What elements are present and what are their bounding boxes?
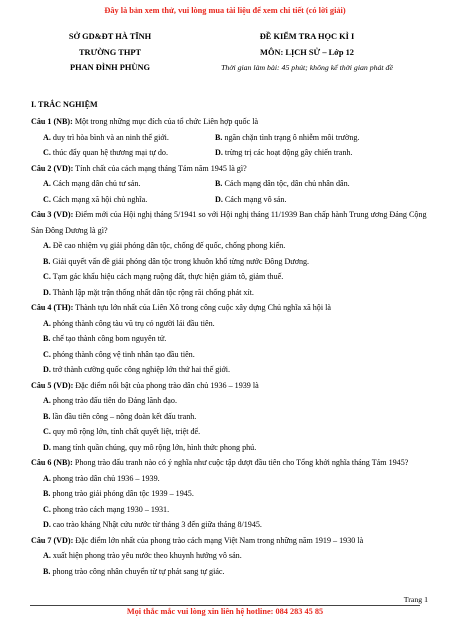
option-text: Cách mạng dân tộc, dân chủ nhân dân. [222,179,350,188]
answer-option [43,427,200,436]
option-letter: B. [43,256,51,266]
option-letter: C. [43,194,51,204]
option-cell [43,176,215,192]
option-row [31,269,431,285]
question-stem [31,533,431,549]
question-label: Câu 3 (VD): [31,210,74,219]
answer-option [43,272,283,281]
option-letter: D. [215,148,223,157]
option-text: Giải quyết vấn đề giải phóng dân tộc trong khuôn khổ từng nước Đông Dương. [50,256,310,266]
option-cell [215,192,287,208]
option-row [31,176,431,192]
option-row [31,440,431,456]
question-text: Tính chất của cách mạng tháng Tám năm 1945 là gì? [73,163,247,173]
option-row [31,316,431,332]
option-text: xuất hiện phong trào yêu nước theo khuynh hướng vô sản. [50,551,242,560]
question-label: Câu 1 (NB): [31,117,73,126]
option-row [31,393,431,409]
option-text: phong trào dân chủ 1936 – 1939. [50,473,160,483]
answer-option [215,133,359,142]
option-letter: B. [43,489,51,498]
option-text: thúc đẩy quan hệ thương mại tự do. [50,148,169,157]
option-row [31,486,431,502]
exam-subject: MÔN: LỊCH SỬ – Lớp 12 [260,47,354,57]
option-cell [43,145,215,161]
option-text: mang tính quần chúng, quy mô rộng lớn, hình thức phong phú. [50,442,257,452]
option-text: trở thành cường quốc công nghiệp lớn thứ hai thế giới. [50,365,231,374]
option-letter: C. [43,504,51,514]
option-letter: D. [43,442,51,452]
hotline-banner: Mọi thắc mắc vui lòng xin liên hệ hotline: 084 283 45 85 [126,607,324,616]
option-cell [215,130,359,146]
option-letter: B. [215,132,223,142]
answer-option [43,443,256,452]
option-text: chế tạo thành công bom nguyên tử. [50,334,167,343]
option-row [31,548,431,564]
option-letter: C. [43,349,51,359]
answer-option [43,334,166,343]
option-text: phong trào cách mạng 1930 – 1931. [50,504,170,514]
answer-option [43,551,242,560]
question-stem [31,114,431,130]
question-text: Điểm mới của Hội nghị tháng 5/1941 so với Hội nghị tháng 11/1939 Ban chấp hành Trung ương Đảng Cộng Sản Đông Dương là gì? [31,210,427,235]
option-row [31,285,431,301]
option-row [31,564,431,580]
option-text: Cách mạng xã hội chủ nghĩa. [50,194,148,204]
exam-time: Thời gian làm bài: 45 phút; không kể thời gian phát đề [221,63,393,72]
school-type: TRƯỜNG THPT [78,47,142,57]
school-name: PHAN ĐÌNH PHÙNG [69,63,151,72]
option-row [31,502,431,518]
answer-option [43,505,169,514]
option-text: ngăn chặn tình trạng ô nhiễm môi trường. [222,132,360,142]
option-letter: A. [43,551,51,560]
section-title: I. TRẮC NGHIỆM [31,100,98,109]
question-label: Câu 5 (VD): [31,380,74,390]
question-label: Câu 4 (TH): [31,303,74,312]
question-stem [31,207,431,238]
answer-option [43,319,215,328]
preview-banner: Đây là bản xem thử, vui lòng mua tài liệu để xem chi tiết (có lời giải) [104,6,346,15]
option-letter: B. [43,566,51,576]
option-letter: C. [43,148,51,157]
answer-option [43,567,225,576]
answer-option [43,195,147,204]
question-text: Đặc điểm lớn nhất của phong trào cách mạng Việt Nam trong những năm 1919 – 1930 là [73,535,364,545]
option-text: Thành lập mặt trận thống nhất dân tộc rộng rãi chống phát xít. [50,287,254,297]
option-row [31,145,431,161]
option-row [31,424,431,440]
answer-option [43,365,230,374]
option-letter: A. [43,132,51,142]
option-text: phóng thành công tàu vũ trụ có người lái đầu tiên. [50,318,215,328]
answer-option [43,148,168,157]
question-label: Câu 2 (VD): [31,163,74,173]
option-letter: C. [43,427,51,436]
exam-info [178,29,436,76]
option-row [31,331,431,347]
option-text: quy mô rộng lớn, tính chất quyết liệt, triệt để. [50,427,201,436]
question-text: Đặc điểm nổi bật của phong trào dân chủ 1936 – 1939 là [73,380,259,390]
option-letter: B. [43,334,51,343]
answer-option [215,195,287,204]
answer-option [43,412,196,421]
option-text: phong trào đấu tiên do Đảng lãnh đạo. [50,396,177,405]
option-cell [215,176,350,192]
option-letter: D. [43,520,51,529]
option-letter: D. [43,287,51,297]
answer-option [43,179,140,188]
option-letter: D. [43,365,51,374]
option-letter: D. [215,194,223,204]
option-cell [43,130,215,146]
question-list [31,114,431,579]
answer-option [43,133,169,142]
page-number: Trang 1 [403,595,428,604]
answer-option [43,520,262,529]
option-letter: A. [43,179,51,188]
option-row [31,238,431,254]
school-info [45,29,175,76]
option-letter: A. [43,241,51,250]
answer-option [43,288,254,297]
option-row [31,517,431,533]
option-text: trừng trị các hoạt động gây chiến tranh. [222,148,353,157]
option-text: phong trào công nhân chuyển từ tự phát sang tự giác. [50,566,225,576]
question-label: Câu 7 (VD): [31,535,74,545]
answer-option [43,474,160,483]
option-letter: B. [43,411,51,421]
option-text: duy trì hòa bình và an ninh thế giới. [50,132,169,142]
answer-option [43,241,285,250]
option-row [31,362,431,378]
exam-content [31,97,431,579]
option-row [31,192,431,208]
option-text: Cách mạng vô sản. [222,194,287,204]
question-text: Một trong những mục đích của tổ chức Liên hợp quốc là [72,117,259,126]
answer-option [215,148,352,157]
option-cell [215,145,352,161]
answer-option [215,179,350,188]
option-cell [43,192,215,208]
question-text: Thành tựu lớn nhất của Liên Xô trong công cuộc xây dựng Chủ nghĩa xã hội là [73,303,331,312]
answer-option [43,350,195,359]
question-stem [31,455,431,471]
option-letter: A. [43,318,51,328]
option-text: phong trào giải phóng dân tộc 1939 – 1945. [50,489,194,498]
option-letter: A. [43,396,51,405]
option-text: Tạm gác khẩu hiệu cách mạng ruộng đất, thực hiện giảm tô, giảm thuế. [50,272,284,281]
question-stem [31,300,431,316]
question-stem [31,161,431,177]
option-letter: C. [43,272,51,281]
option-row [31,471,431,487]
question-stem [31,378,431,394]
answer-option [43,396,177,405]
exam-title: ĐỀ KIỂM TRA HỌC KÌ I [259,32,355,41]
answer-option [43,257,309,266]
option-letter: A. [43,473,51,483]
option-text: phóng thành công vệ tinh nhân tạo đầu tiên. [50,349,195,359]
option-text: Cách mạng dân chủ tư sản. [50,179,141,188]
answer-option [43,489,194,498]
footer-divider [30,605,420,606]
option-text: lần đầu tiên công – nông đoàn kết đấu tranh. [50,411,197,421]
question-text: Phong trào đấu tranh nào có ý nghĩa như cuộc tập dượt đầu tiên cho Tổng khởi nghĩa tháng Tám 1945? [72,458,409,467]
question-label: Câu 6 (NB): [31,458,73,467]
option-text: Đề cao nhiệm vụ giải phóng dân tộc, chống đế quốc, chống phong kiến. [50,241,286,250]
option-row [31,254,431,270]
option-row [31,347,431,363]
option-row [31,409,431,425]
department-name: SỞ GD&ĐT HÀ TĨNH [68,32,152,41]
option-row [31,130,431,146]
option-letter: B. [215,179,223,188]
option-text: cao trào kháng Nhật cứu nước từ tháng 3 đến giữa tháng 8/1945. [50,520,262,529]
